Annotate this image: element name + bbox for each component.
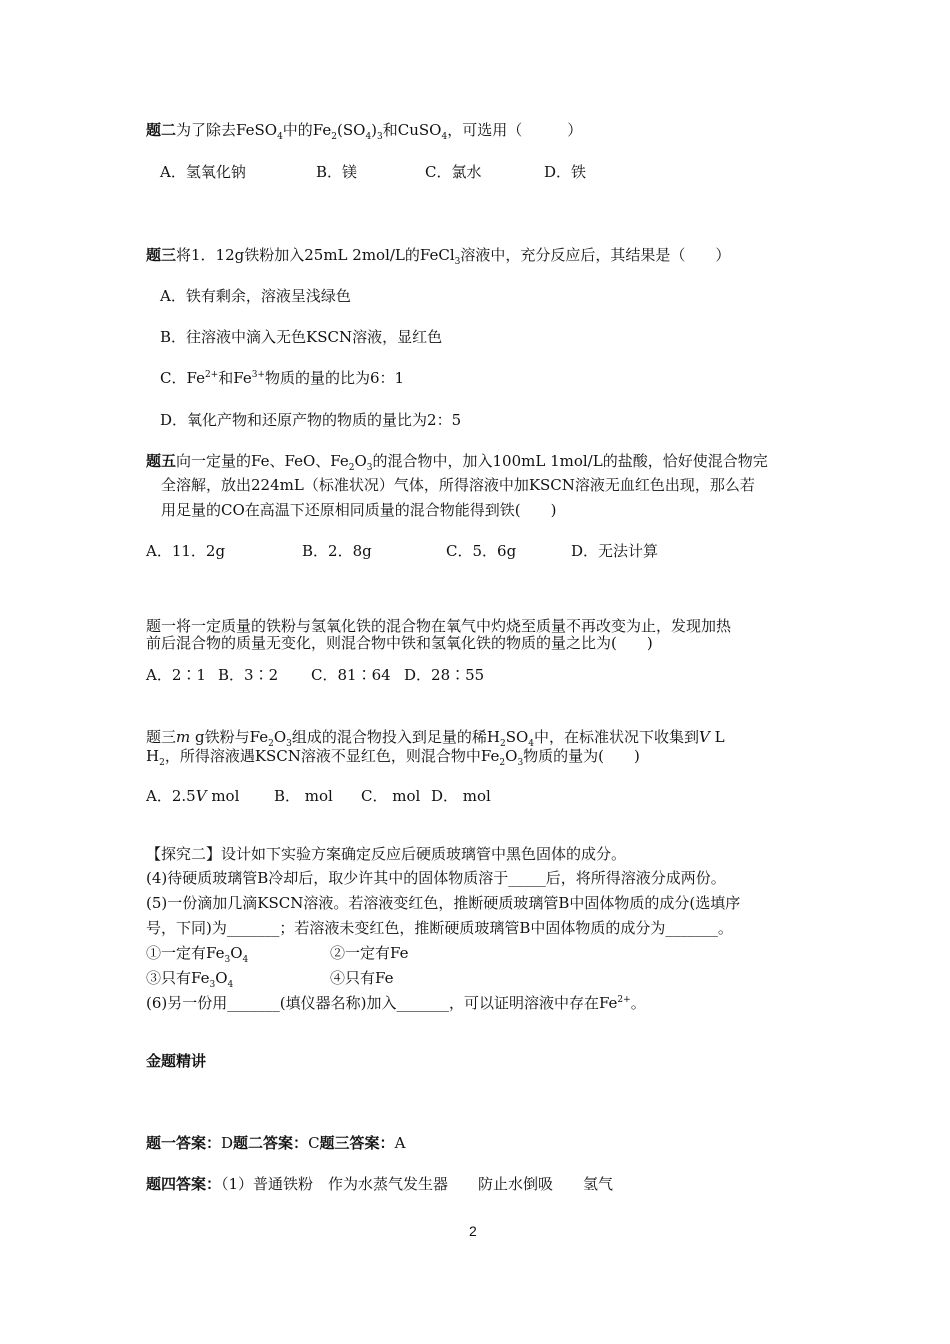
- q3-text: 将1．12g铁粉加入25mL 2mol/L的FeCl: [176, 246, 455, 264]
- option-text: A．2.5: [146, 787, 196, 805]
- subscript: 2: [159, 758, 165, 768]
- explore-q5-line-2: 号，下同)为_______；若溶液未变红色，推断硬质玻璃管B中固体物质的成分为_______。: [146, 919, 733, 937]
- q2-option-d: D．铁: [544, 163, 587, 181]
- q3-text: 溶液中，充分反应后，其结果是（ ）: [460, 246, 731, 264]
- subscript: 4: [528, 739, 535, 749]
- q2-option-a: A．氢氧化钠: [160, 163, 246, 181]
- q3-option-a: A．铁有剩余，溶液呈浅绿色: [160, 287, 351, 305]
- q5-label: 题五: [146, 452, 177, 470]
- answer-label: 题二答案：: [233, 1134, 309, 1152]
- subscript: 4: [365, 132, 372, 142]
- q3b-text: H: [146, 747, 160, 765]
- explore-q6: [146, 993, 646, 1013]
- q5-option-b: B．2．8g: [302, 542, 372, 560]
- answer-value: D: [221, 1134, 234, 1152]
- q5-line-1: [146, 451, 768, 471]
- answers-line-2: [146, 1174, 613, 1194]
- q5-option-a: A．11．2g: [146, 542, 226, 560]
- answer-value: A: [394, 1134, 406, 1152]
- choice-text: O: [230, 944, 243, 962]
- subscript: 4: [441, 132, 448, 142]
- subscript: 3: [377, 132, 383, 142]
- q2-text: 为了除去FeSO: [176, 121, 278, 139]
- subscript: 2: [499, 739, 506, 749]
- explore-choice-3: [146, 968, 233, 988]
- subscript: 4: [277, 132, 283, 142]
- subscript: 3: [454, 257, 461, 267]
- answer-value: C: [308, 1134, 320, 1152]
- answers-line-1: [146, 1133, 405, 1153]
- q5-text: 的混合物中，加入100mL 1mol/L的盐酸，恰好使混合物完: [372, 452, 768, 470]
- q5-text: O: [354, 452, 367, 470]
- subscript: 2: [268, 739, 274, 749]
- subscript: 2: [348, 463, 355, 473]
- q3b-text: 题三: [146, 728, 177, 746]
- subscript: 3: [209, 980, 216, 990]
- subscript: 4: [242, 955, 249, 965]
- q3-label: 题三: [146, 246, 177, 264]
- subscript: 3: [224, 955, 231, 965]
- answer-label: 题一答案：: [146, 1134, 222, 1152]
- option-text: C．Fe: [160, 369, 205, 387]
- variable-m: m: [176, 728, 191, 746]
- explore-choice-4: ④只有Fe: [330, 969, 394, 987]
- option-text: mol: [206, 787, 240, 805]
- explore-title: 【探究二】设计如下实验方案确定反应后硬质玻璃管中黑色固体的成分。: [146, 845, 627, 863]
- q1b-option-c: C．81∶64: [311, 666, 391, 684]
- q3b-text: 组成的混合物投入到足量的稀H: [291, 728, 500, 746]
- q3-option-c: [160, 368, 404, 388]
- superscript: 3+: [251, 370, 265, 380]
- q2-label: 题二: [146, 121, 177, 139]
- q2-stem: [146, 120, 582, 140]
- q5-line-3: 用足量的CO在高温下还原相同质量的混合物能得到铁( ): [161, 501, 557, 519]
- superscript: 2+: [617, 995, 631, 1005]
- q1b-option-d: D．28∶55: [404, 666, 485, 684]
- q1b-line-1: 题一将一定质量的铁粉与氢氧化铁的混合物在氧气中灼烧至质量不再改变为止，发现加热: [146, 617, 732, 635]
- answer-label: 题三答案：: [319, 1134, 395, 1152]
- q3b-text: O: [505, 747, 518, 765]
- subscript: 3: [366, 463, 373, 473]
- q6-text: 。: [630, 994, 646, 1012]
- q3b-text: O: [273, 728, 287, 746]
- q3b-line-2: [146, 746, 640, 766]
- q3b-option-b: B． mol: [274, 787, 333, 805]
- q2-text: ): [371, 121, 378, 139]
- q3-stem: [146, 245, 730, 265]
- q3b-option-c: C． mol: [361, 787, 421, 805]
- golden-title: 金题精讲: [146, 1052, 207, 1070]
- subscript: 3: [517, 758, 524, 768]
- option-text: 物质的量的比为6：1: [264, 369, 405, 387]
- explore-q5-line-1: (5)一份滴加几滴KSCN溶液。若溶液变红色，推断硬质玻璃管B中固体物质的成分(选填序: [146, 894, 741, 912]
- q2-option-b: B．镁: [316, 163, 358, 181]
- q5-line-2: 全溶解，放出224mL（标准状况）气体，所得溶液中加KSCN溶液无血红色出现，那么若: [161, 476, 755, 494]
- q3b-text: SO: [505, 728, 529, 746]
- explore-choice-1: [146, 943, 248, 963]
- q5-option-c: C．5．6g: [446, 542, 517, 560]
- explore-q4: (4)待硬质玻璃管B冷却后，取少许其中的固体物质溶于_____后，将所得溶液分成两份。: [146, 869, 726, 887]
- q3b-option-a: [146, 786, 239, 806]
- q3b-line-1: [146, 727, 725, 747]
- q3b-text: g铁粉与Fe: [190, 728, 269, 746]
- q3b-text: 中，在标准状况下收集到: [534, 728, 700, 746]
- q2-text: 和CuSO: [382, 121, 442, 139]
- q3b-option-d: D． mol: [431, 787, 491, 805]
- q3b-text: 物质的量为( ): [523, 747, 640, 765]
- q2-text: 中的Fe: [282, 121, 332, 139]
- q6-text: (6)另一份用_______(填仪器名称)加入_______，可以证明溶液中存在Fe: [146, 994, 618, 1012]
- superscript: 2+: [204, 370, 219, 380]
- answer-label: 题四答案：: [146, 1175, 222, 1193]
- q2-text: (SO: [337, 121, 366, 139]
- answer-value: （1）普通铁粉 作为水蒸气发生器 防止水倒吸 氢气: [221, 1175, 614, 1193]
- q5-text: 向一定量的Fe、FeO、Fe: [176, 452, 349, 470]
- subscript: 2: [499, 758, 506, 768]
- option-text: 和Fe: [218, 369, 252, 387]
- q3-option-b: B．往溶液中滴入无色KSCN溶液，显红色: [160, 328, 443, 346]
- q3b-text: ，所得溶液遇KSCN溶液不显红色，则混合物中Fe: [164, 747, 500, 765]
- explore-choice-2: ②一定有Fe: [330, 944, 409, 962]
- choice-text: ①一定有Fe: [146, 944, 225, 962]
- q2-option-c: C．氯水: [425, 163, 482, 181]
- choice-text: ③只有Fe: [146, 969, 210, 987]
- q3-option-d: D．氧化产物和还原产物的物质的量比为2：5: [160, 411, 462, 429]
- q5-option-d: D．无法计算: [571, 542, 659, 560]
- choice-text: O: [215, 969, 228, 987]
- q1b-option-a: A．2∶1: [146, 666, 206, 684]
- subscript: 4: [227, 980, 234, 990]
- q1b-line-2: 前后混合物的质量无变化，则混合物中铁和氢氧化铁的物质的量之比为( ): [146, 634, 653, 652]
- subscript: 3: [286, 739, 292, 749]
- q1b-option-b: B．3∶2: [218, 666, 279, 684]
- q3b-text: L: [709, 728, 725, 746]
- subscript: 2: [331, 132, 337, 142]
- q2-text: ，可选用（ ）: [447, 121, 583, 139]
- variable-v: V: [195, 787, 207, 805]
- variable-v: V: [699, 728, 710, 746]
- page-number: 2: [469, 1223, 477, 1239]
